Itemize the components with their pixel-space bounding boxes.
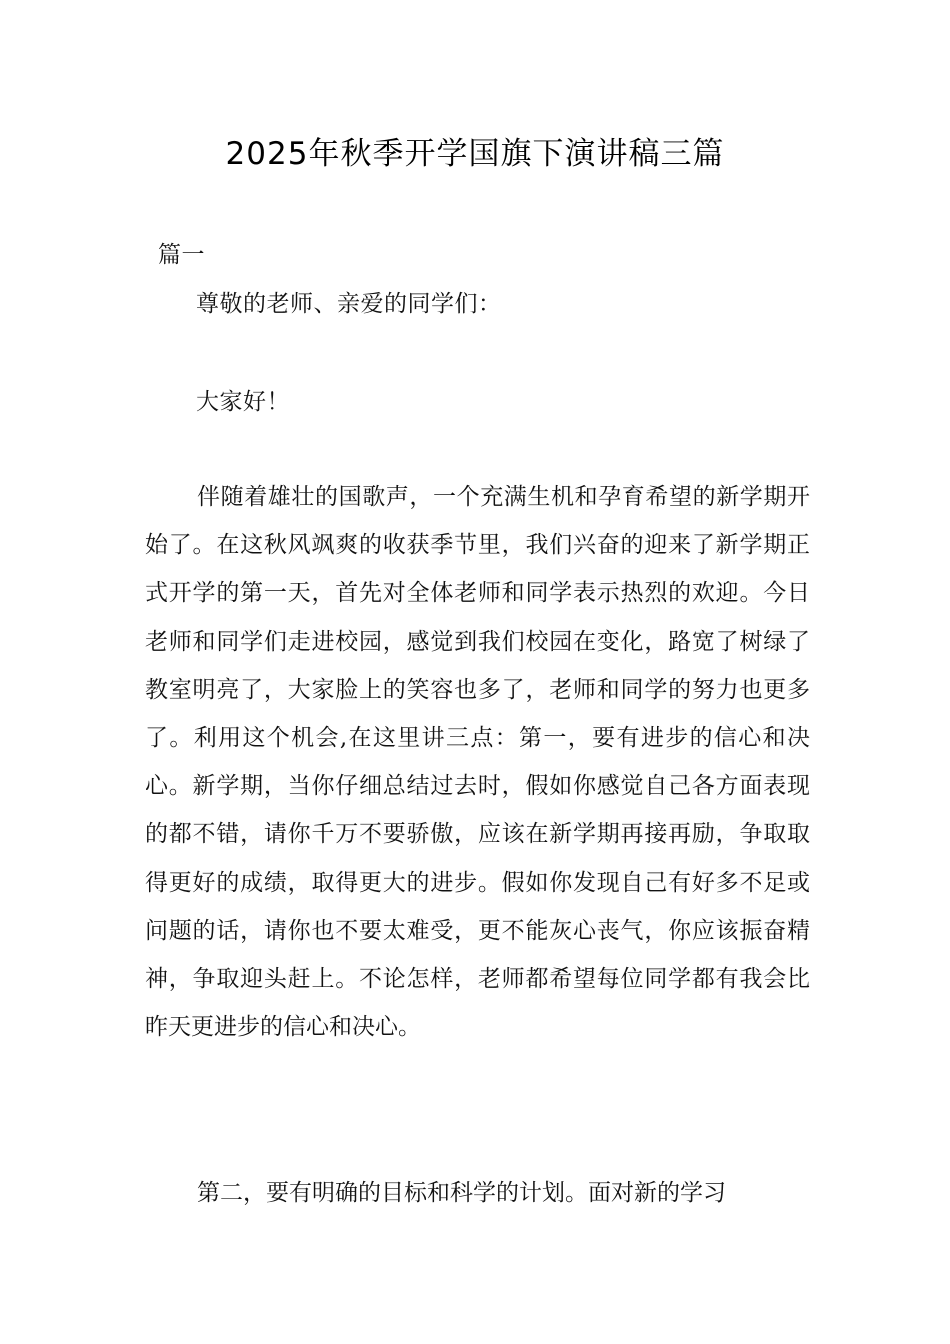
body-paragraph: 第二，要有明确的目标和科学的计划。面对新的学习 <box>197 1180 726 1206</box>
greeting: 大家好！ <box>196 389 290 415</box>
section-label: 篇一 <box>158 242 205 268</box>
salutation: 尊敬的老师、亲爱的同学们： <box>196 291 502 317</box>
body-paragraph: 伴随着雄壮的国歌声，一个充满生机和孕育希望的新学期开始了。在这秋风飒爽的收获季节里，我们兴奋的迎来了新学期正式开学的第一天，首先对全体老师和同学表示热烈的欢迎。今日老师和同学们走进校园，感觉到我们校园在变化，路宽了树绿了教室明亮了，大家脸上的笑容也多了，老师和同学的努力也更多了。利用这个机会,在这里讲三点：第一，要有进步的信心和决心。新学期，当你仔细总结过去时，假如你感觉自己各方面表现的都不错，请你千万不要骄傲，应该在新学期再接再励，争取取得更好的成绩，取得更大的进步。假如你发现自己有好多不足或问题的话，请你也不要太难受，更不能灰心丧气，你应该振奋精神，争取迎头赶上。不论怎样，老师都希望每位同学都有我会比昨天更进步的信心和决心。 <box>145 484 810 1041</box>
document-title: 2025年秋季开学国旗下演讲稿三篇 <box>225 136 725 172</box>
